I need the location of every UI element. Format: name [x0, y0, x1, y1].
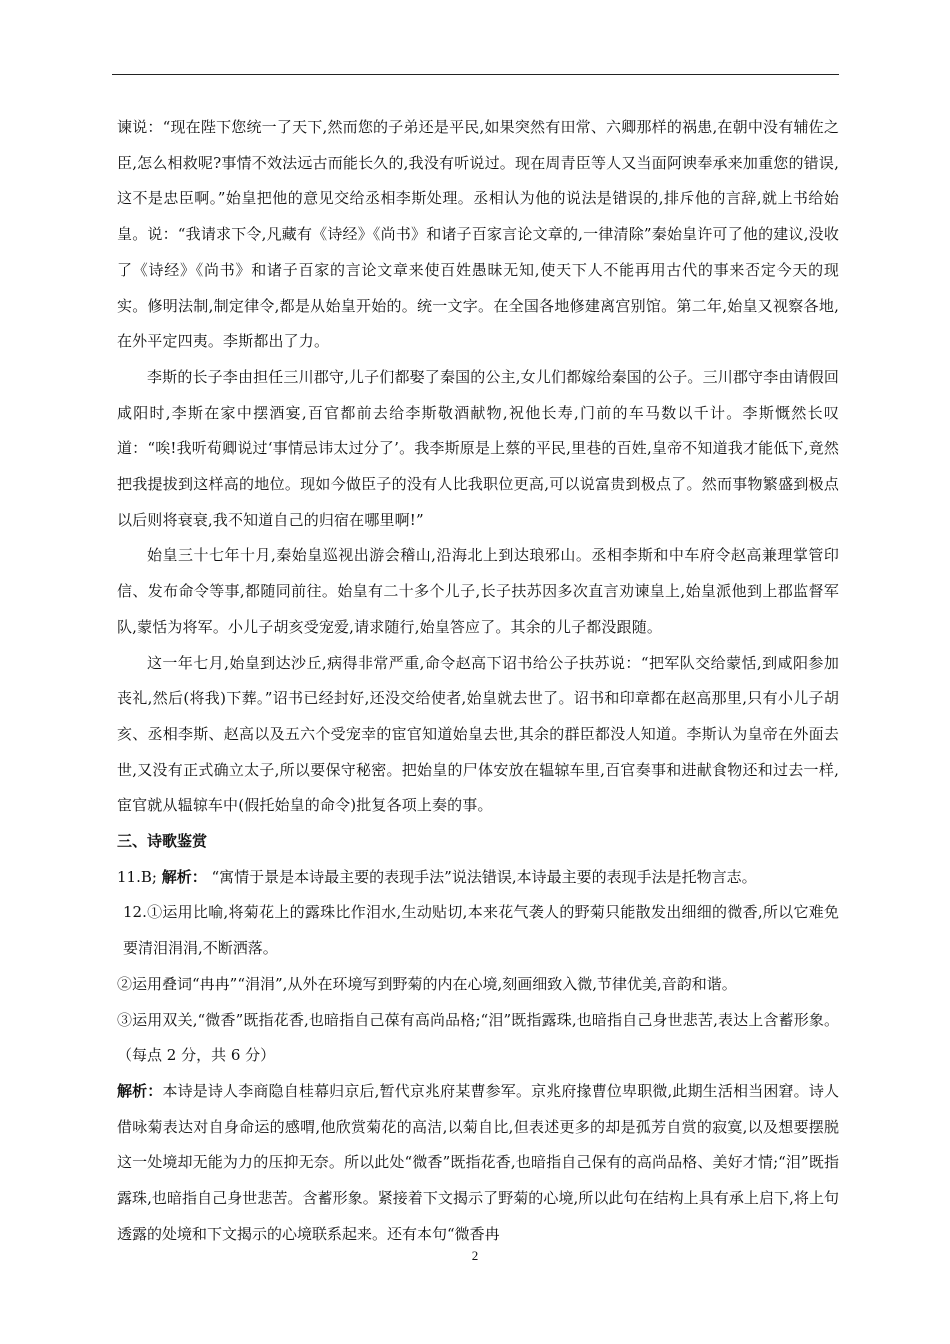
q12-analysis-label: 解析：: [117, 1081, 163, 1100]
q11-number: 11.B;: [117, 867, 157, 886]
q12-point-1: 12.①运用比喻,将菊花上的露珠比作泪水,生动贴切,本来花气袭人的野菊只能散发出细细的微香,所以它难免要清泪涓涓,不断洒落。: [123, 903, 839, 958]
q12-analysis: [117, 1074, 839, 1253]
q12-point-2: ②运用叠词“冉冉”“涓涓”,从外在环境写到野菊的内在心境,刻画细致入微,节律优美,音韵和谐。: [117, 974, 737, 993]
document-body: [117, 110, 839, 1253]
section-heading: 三、诗歌鉴赏: [117, 832, 208, 851]
header-rule: [112, 74, 839, 75]
q11-analysis-label: 解析：: [161, 867, 207, 886]
q12-analysis-text: 本诗是诗人李商隐自桂幕归京后,暂代京兆府某曹参军。京兆府掾曹位卑职微,此期生活相当困窘。诗人借咏菊表达对自身命运的感喟,他欣赏菊花的高洁,以菊自比,但表述更多的却是孤芳自赏的寂寞,以及想要摆脱这一处境却无能为力的压抑无奈。所以此处“微香”既指花香,也暗指自己保有的高尚品格、美好才情;“泪”既指露珠,也暗指自己身世悲苦。含蓄形象。紧接着下文揭示了野菊的心境,所以此句在结构上具有承上启下,将上句透露的处境和下文揭示的心境联系起来。还有本句“微香冉: [117, 1081, 839, 1243]
paragraph-2: 李斯的长子李由担任三川郡守,儿子们都娶了秦国的公主,女儿们都嫁给秦国的公子。三川郡守李由请假回咸阳时,李斯在家中摆酒宴,百官都前去给李斯敬酒献物,祝他长寿,门前的车马数以千计。李斯慨然长叹道：“唉!我听荀卿说过‘事情忌讳太过分了’。我李斯原是上蔡的平民,里巷的百姓,皇帝不知道我才能低下,竟然把我提拔到这样高的地位。现如今做臣子的没有人比我职位更高,可以说富贵到极点了。然而事物繁盛到极点以后则将衰衰,我不知道自己的归宿在哪里啊!”: [117, 367, 839, 529]
paragraph-3: 始皇三十七年十月,秦始皇巡视出游会稽山,沿海北上到达琅邪山。丞相李斯和中车府令赵高兼理掌管印信、发布命令等事,都随同前往。始皇有二十多个儿子,长子扶苏因多次直言劝谏皇上,始皇派他到上郡监督军队,蒙恬为将军。小儿子胡亥受宠爱,请求随行,始皇答应了。其余的儿子都没跟随。: [117, 546, 839, 636]
q11-analysis-text: “寓情于景是本诗最主要的表现手法”说法错误,本诗最主要的表现手法是托物言志。: [211, 867, 757, 886]
paragraph-1: 谏说：“现在陛下您统一了天下,然而您的子弟还是平民,如果突然有田常、六卿那样的祸患,在朝中没有辅佐之臣,怎么相救呢?事情不效法远古而能长久的,我没有听说过。现在周青臣等人又当面阿谀奉承来加重您的错误,这不是忠臣啊。”始皇把他的意见交给丞相李斯处理。丞相认为他的说法是错误的,排斥他的言辞,就上书给始皇。说：“我请求下令,凡藏有《诗经》《尚书》和诸子百家言论文章的,一律清除”秦始皇许可了他的建议,没收了《诗经》《尚书》和诸子百家的言论文章来使百姓愚昧无知,使天下人不能再用古代的事来否定今天的现实。修明法制,制定律令,都是从始皇开始的。统一文字。在全国各地修建离宫别馆。第二年,始皇又视察各地,在外平定四夷。李斯都出了力。: [117, 118, 839, 351]
q11-answer: [117, 860, 839, 896]
paragraph-4: 这一年七月,始皇到达沙丘,病得非常严重,命令赵高下诏书给公子扶苏说：“把军队交给蒙恬,到咸阳参加丧礼,然后(将我)下葬。”诏书已经封好,还没交给使者,始皇就去世了。诏书和印章都在赵高那里,只有小儿子胡亥、丞相李斯、赵高以及五六个受宠幸的宦官知道始皇去世,其余的群臣都没人知道。李斯认为皇帝在外面去世,又没有正式确立太子,所以要保守秘密。把始皇的尸体安放在辒辌车里,百官奏事和进献食物还和过去一样,宦官就从辒辌车中(假托始皇的命令)批复各项上奏的事。: [117, 653, 839, 815]
q12-point-3: ③运用双关,“微香”既指花香,也暗指自己葆有高尚品格;“泪”既指露珠,也暗指自己身世悲苦,表达上含蓄形象。（每点 2 分，共 6 分）: [117, 1010, 839, 1065]
page-number: 2: [471, 1248, 479, 1263]
